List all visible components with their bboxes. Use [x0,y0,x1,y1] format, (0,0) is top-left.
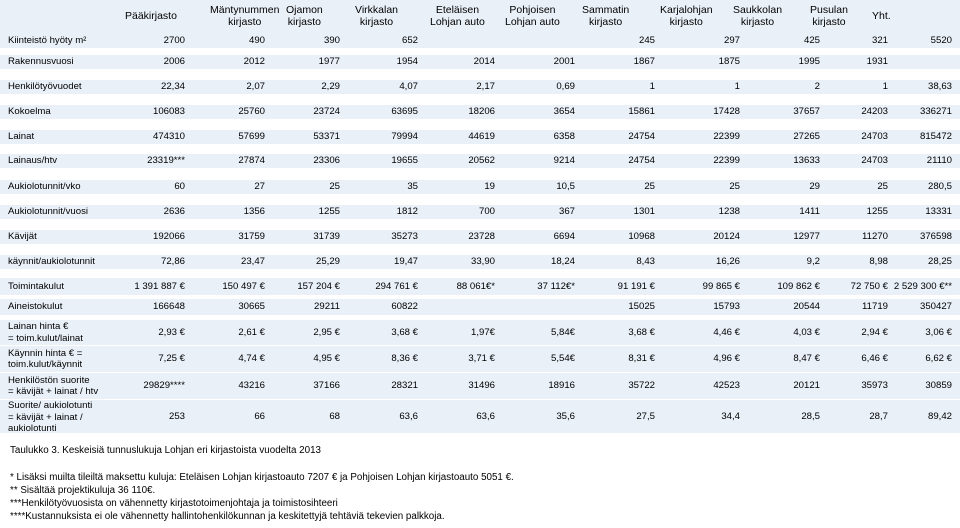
column-header [355,4,398,28]
column-header [125,10,177,22]
table-cell: 8,36 € [391,353,418,364]
table-cell: 3654 [553,106,575,117]
table-cell: 31496 [468,380,495,391]
column-header-line-1: Mäntynummen [210,4,280,16]
table-cell: 3,68 € [628,326,655,338]
table-row [0,299,960,315]
table-cell: 22399 [713,155,740,166]
table-cell: 336271 [919,106,952,117]
table-cell: 28321 [391,380,418,391]
table-cell: 60 [174,181,185,192]
row-label-line: = kävijät + lainat / [8,411,83,423]
table-cell: 19655 [391,155,418,166]
table-cell: 2700 [163,35,185,46]
column-header-line-1: Virkkalan [355,4,398,16]
table-cell: 35273 [391,231,418,242]
table-cell: 24703 [861,131,888,142]
table-cell: 25760 [238,106,265,117]
table-cell: 2012 [243,56,265,67]
row-label-line: = kävijät + lainat / htv [8,386,99,397]
table-cell: 19,47 [393,256,418,267]
column-header [660,4,713,28]
table-cell: 4,96 € [713,353,740,364]
row-label [8,106,51,118]
table-cell: 4,74 € [238,353,265,364]
row-label-line: Rakennusvuosi [8,56,74,68]
table-cell: 35 [407,181,418,192]
row-label-line: Suorite/ aukiolotunti [8,400,93,411]
table-cell: 1812 [396,206,418,217]
table-cell: 490 [248,35,265,46]
table-cell: 2,94 € [861,326,888,338]
table-cell: 1 [734,81,740,92]
table-cell: 2,95 € [313,326,340,338]
table-cell: 63695 [391,106,418,117]
row-label-line: Lainat [8,131,35,143]
table-row [0,278,960,295]
table-row [0,55,960,69]
table-cell: 6694 [553,231,575,242]
table-cell: 1255 [866,206,888,217]
table-cell: 280,5 [927,181,952,192]
table-cell: 19 [484,181,495,192]
table-cell: 13331 [925,206,952,217]
table-cell: 8,43 [636,256,655,267]
column-header [505,4,560,28]
table-cell: 23306 [313,155,340,166]
column-header-line-1: Pusulan [810,4,848,16]
table-cell: 18206 [468,106,495,117]
table-cell: 23319*** [147,155,185,166]
table-cell: 22399 [713,131,740,142]
table-row [0,373,960,399]
table-cell: 425 [803,35,820,46]
column-header-line-2: kirjasto [812,16,846,28]
table-cell: 166648 [152,301,185,312]
column-header [872,10,891,22]
table-cell: 15025 [628,301,655,312]
row-label [8,281,64,293]
table-cell: 20124 [713,231,740,242]
table-cell: 20121 [793,380,820,391]
table-cell: 21110 [926,155,952,166]
table-cell: 8,47 € [793,353,820,364]
table-cell: 9214 [553,155,575,166]
table-cell: 43216 [238,380,265,391]
row-label [8,206,88,218]
table-cell: 192066 [152,231,185,242]
table-cell: 30859 [925,380,952,391]
table-cell: 157 204 € [297,280,340,292]
footnote-4: ****Kustannuksista ei ole vähennetty hallintohenkilökunnan ja keskitettyjä tehtäviä tekevien palkkoja. [10,511,445,522]
row-label-line: Henkilötyövuodet [8,81,82,93]
column-header-line-2: kirjasto [359,16,394,28]
table-cell: 25 [644,181,655,192]
footnote-3: ***Henkilötyövuosista on vähennetty kirjastotoimenjohtaja ja toimistosihteeri [10,498,338,509]
table-row [0,205,960,219]
table-cell: 28,5 [801,410,820,422]
row-label [8,131,34,143]
table-cell: 18916 [548,380,575,391]
row-label [8,375,98,398]
table-cell: 33,90 [470,256,495,267]
table-cell: 31739 [313,231,340,242]
table-cell: 25 [877,181,888,192]
table-cell: 24203 [861,106,888,117]
table-row [0,255,960,269]
table-row [0,346,960,372]
table-cell: 652 [401,35,418,46]
table-cell: 2,29 [321,81,340,92]
table-cell: 1,97€ [470,326,495,338]
table-cell: 2,17 [476,81,495,92]
row-label-line: Aineistokulut [8,301,63,313]
table-cell: 367 [558,206,575,217]
table-cell: 2,61 € [238,326,265,338]
table-cell: 23,47 [240,256,265,267]
table-cell: 20562 [468,155,495,166]
table-cell: 27 [254,181,265,192]
row-label-line: Henkilöstön suorite [8,374,90,386]
table-row [0,130,960,144]
table-cell: 44619 [468,131,495,142]
column-header [210,4,279,28]
table-cell: 89,42 [927,410,952,422]
row-label [8,321,83,344]
table-cell: 63,6 [476,410,495,422]
table-row [0,154,960,168]
table-cell: 5,84€ [550,326,575,338]
table-cell: 1411 [799,206,820,217]
table-cell: 1 [882,81,888,92]
table-cell: 3,68 € [391,326,418,338]
table-row [0,105,960,119]
table-cell: 72 750 € [850,280,888,292]
table-row [0,34,960,48]
column-header [810,4,848,28]
table-cell: 37657 [793,106,820,117]
table-cell: 23724 [313,106,340,117]
row-label [8,56,74,68]
table-cell: 29211 [314,301,340,312]
table-cell: 4,46 € [713,326,740,338]
table-cell: 24754 [628,131,655,142]
table-cell: 1 [649,81,655,92]
table-cell: 294 761 € [375,280,418,292]
table-cell: 4,07 [399,81,418,92]
row-label-line: Lainan hinta € [8,321,69,332]
table-cell: 13633 [793,155,820,166]
table-cell: 6,62 € [925,353,952,364]
table-cell: 1995 [798,56,820,67]
table-cell: 79994 [391,131,418,142]
table-cell: 4,03 € [793,326,820,338]
table-cell: 91 191 € [617,280,655,292]
row-label-line: Aukiolotunnit/vuosi [8,206,88,218]
table-cell: 11270 [862,231,888,242]
table-cell: 25 [329,181,340,192]
table-cell: 37 112€* [537,280,575,292]
table-cell: 16,26 [715,256,740,267]
table-cell: 245 [638,35,655,46]
table-cell: 28,7 [869,410,888,422]
table-cell: 38,63 [927,81,952,92]
table-cell: 321 [871,35,888,46]
table-cell: 297 [723,35,740,46]
table-cell: 10968 [628,231,655,242]
row-label [8,155,57,167]
column-header-line-2: Lohjan auto [505,16,560,28]
column-header-line-1: Pääkirjasto [125,10,177,22]
table-cell: 1 391 887 € [134,280,185,292]
table-cell: 2636 [163,206,185,217]
column-header-line-2: kirjasto [228,16,262,28]
row-label-line: = toim.kulut/lainat [8,332,83,344]
table-cell: 6358 [553,131,575,142]
table-cell: 390 [323,35,340,46]
column-header-line-2: kirjasto [589,16,623,28]
column-header-line-1: Ojamon [286,4,323,16]
table-cell: 37166 [313,380,340,391]
table-cell: 53371 [313,131,340,142]
column-header-line-1: Sammatin [582,4,630,16]
table-cell: 15793 [713,301,740,312]
table-cell: 10,5 [556,181,575,192]
table-cell: 815472 [919,131,952,142]
column-header-line-1: Eteläisen [435,4,480,16]
table-row [0,80,960,94]
column-header-line-2: kirjasto [669,16,703,28]
table-cell: 0,69 [556,81,575,92]
table-cell: 2006 [163,56,185,67]
row-label-line: Käynnin hinta € = [8,347,83,359]
table-cell: 31759 [238,231,265,242]
row-label [8,35,86,47]
table-cell: 25,29 [315,256,340,267]
table-cell: 2014 [473,56,495,67]
column-header-line-1: Saukkolan [733,4,783,16]
table-cell: 20544 [793,301,820,312]
table-cell: 376598 [919,231,952,242]
table-cell: 1238 [718,206,740,217]
table-cell: 25 [729,181,740,192]
column-header [286,4,323,28]
table-cell: 24754 [628,155,655,166]
table-cell: 18,24 [550,256,575,267]
table-cell: 35722 [628,380,655,391]
table-cell: 63,6 [399,410,418,422]
footnote-1: * Lisäksi muilta tileiltä maksettu kuluja: Eteläisen Lohjan kirjastoauto 7207 € ja Pohjoisen Lohjan kirjastoauto 5051 €. [10,472,514,483]
table-cell: 24703 [861,155,888,166]
table-row [0,400,960,433]
table-cell: 109 862 € [777,280,820,292]
table-cell: 29829**** [143,380,185,391]
table-cell: 8,98 [869,256,888,267]
row-label [8,81,82,93]
row-label-line: Toimintakulut [8,280,64,292]
table-cell: 700 [478,206,495,217]
row-label [8,301,62,313]
table-cell: 1875 [718,56,740,67]
footnote-2: ** Sisältää projektikuluja 36 110€. [10,485,156,496]
table-cell: 1255 [318,206,340,217]
table-cell: 2 [814,81,820,92]
row-label-line: Lainaus/htv [8,155,58,167]
row-label [8,256,95,268]
table-row [0,320,960,345]
row-label-line: aukiolotunti [8,423,57,434]
row-label [8,181,81,193]
row-label-line: Kiinteistö hyöty m² [8,35,87,47]
column-header [582,4,629,28]
table-cell: 1867 [633,56,655,67]
table-row [0,180,960,194]
table-cell: 12977 [793,231,820,242]
table-cell: 35,6 [556,410,575,422]
column-header-line-1: Yht. [872,10,891,22]
table-cell: 35973 [861,380,888,391]
row-label-line: Kävijät [8,231,37,243]
table-cell: 8,31 € [628,353,655,364]
column-header-line-2: kirjasto [287,16,322,28]
column-header-line-2: kirjasto [740,16,775,28]
row-label-line: Kokoelma [8,106,51,118]
column-header-line-1: Pohjoisen [509,4,556,16]
table-cell: 23728 [468,231,495,242]
table-cell: 3,71 € [468,353,495,364]
table-cell: 5,54€ [550,353,575,364]
table-cell: 1356 [243,206,265,217]
table-caption: Taulukko 3. Keskeisiä tunnuslukuja Lohjan eri kirjastoista vuodelta 2013 [10,445,321,456]
table-cell: 29 [809,181,820,192]
table-cell: 1301 [633,206,655,217]
table-cell: 150 497 € [222,280,265,292]
table-cell: 30665 [238,301,265,312]
table-cell: 1931 [866,56,888,67]
row-label [8,231,37,243]
table-cell: 72,86 [160,256,185,267]
table-row [0,230,960,244]
row-label-line: toim.kulut/käynnit [8,359,83,370]
column-header [430,4,485,28]
table-cell: 17428 [713,106,740,117]
table-cell: 22,34 [160,81,185,92]
row-label [8,400,92,435]
table-cell: 6,46 € [861,353,888,364]
table-cell: 66 [254,410,265,422]
table-cell: 474310 [152,131,185,142]
table-cell: 350427 [919,301,952,312]
table-cell: 27874 [238,155,265,166]
table-cell: 42523 [713,380,740,391]
table-cell: 57699 [238,131,265,142]
table-cell: 2,07 [246,81,265,92]
row-label [8,348,82,371]
table-cell: 27,5 [636,410,655,422]
row-label-line: Aukiolotunnit/vko [8,181,81,193]
table-cell: 106083 [152,106,185,117]
table-cell: 2001 [553,56,575,67]
table-cell: 1954 [396,56,418,67]
table-cell: 9,2 [806,256,820,267]
column-header-line-1: Karjalohjan [660,4,713,16]
table-cell: 27265 [793,131,820,142]
table-cell: 3,06 € [925,326,952,338]
table-cell: 2,93 € [158,326,185,338]
table-cell: 68 [329,410,340,422]
table-cell: 88 061€* [456,280,495,292]
table-cell: 4,95 € [313,353,340,364]
column-header-line-2: Lohjan auto [430,16,485,28]
table-cell: 60822 [391,301,418,312]
table-cell: 99 865 € [702,280,740,292]
row-label-line: käynnit/aukiolotunnit [8,256,95,268]
table-cell: 28,25 [927,256,952,267]
table-cell: 34,4 [721,410,740,422]
table-cell: 5520 [930,35,952,46]
table-cell: 7,25 € [158,353,185,364]
table-cell: 1977 [318,56,340,67]
table-cell: 11719 [862,301,888,312]
table-cell: 2 529 300 €** [893,280,952,292]
table-cell: 253 [168,410,185,422]
table-cell: 15861 [628,106,655,117]
column-header [733,4,782,28]
